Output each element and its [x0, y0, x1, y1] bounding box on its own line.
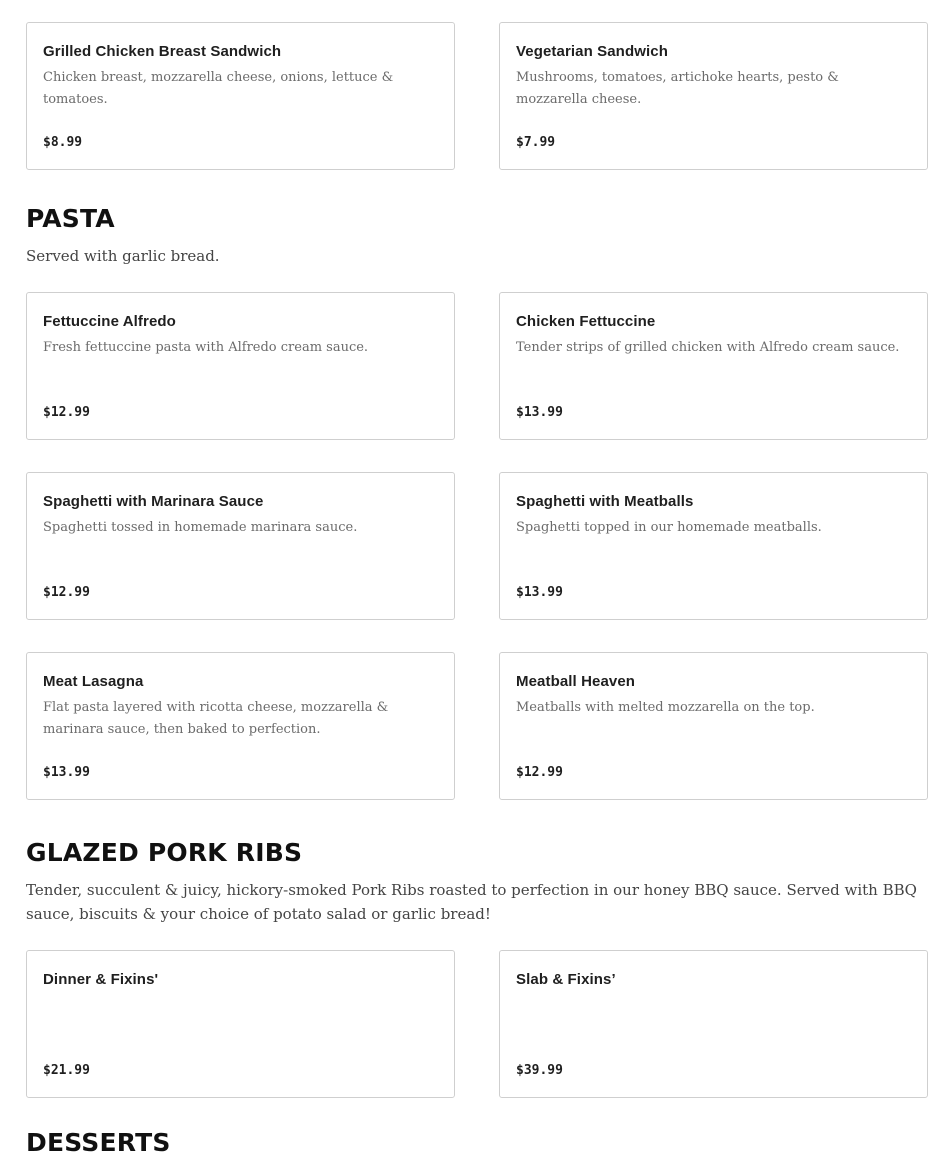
menu-item-description: Fresh fettuccine pasta with Alfredo cream sauce.	[43, 340, 369, 355]
menu-item-price: $12.99	[516, 765, 563, 780]
menu-item-card[interactable]	[499, 22, 928, 170]
menu-item-description: Spaghetti tossed in homemade marinara sauce.	[43, 520, 358, 535]
menu-item-description: Mushrooms, tomatoes, artichoke hearts, pesto & mozzarella cheese.	[516, 70, 839, 107]
menu-item-name: Meat Lasagna	[43, 673, 144, 690]
menu-item-price: $13.99	[43, 765, 90, 780]
menu-item-name: Vegetarian Sandwich	[516, 43, 668, 60]
menu-item-description: Flat pasta layered with ricotta cheese, mozzarella & marinara sauce, then baked to perfection.	[43, 700, 389, 737]
menu-item-name: Slab & Fixins’	[516, 971, 616, 988]
menu-item-card[interactable]	[499, 652, 928, 800]
menu-item-name: Fettuccine Alfredo	[43, 313, 176, 330]
pasta-items-grid	[26, 292, 928, 800]
menu-item-name: Spaghetti with Marinara Sauce	[43, 493, 264, 510]
menu-item-name: Meatball Heaven	[516, 673, 636, 690]
menu-item-card[interactable]	[499, 472, 928, 620]
ribs-items-grid	[26, 950, 928, 1098]
menu-item-description: Chicken breast, mozzarella cheese, onions, lettuce & tomatoes.	[43, 70, 394, 107]
menu-item-price: $12.99	[43, 585, 90, 600]
section-title-desserts: DESSERTS	[26, 1128, 171, 1157]
menu-item-card[interactable]	[499, 292, 928, 440]
section-title-pasta: PASTA	[26, 204, 115, 233]
menu-item-card[interactable]	[26, 472, 455, 620]
section-description-ribs: Tender, succulent & juicy, hickory-smoked Pork Ribs roasted to perfection in our honey BBQ sauce. Served with BBQ sauce, biscuits & your choice of potato salad or garlic bread!	[26, 881, 917, 923]
sandwich-items-grid	[26, 22, 928, 170]
menu-item-card[interactable]	[26, 652, 455, 800]
menu-item-card[interactable]	[26, 292, 455, 440]
menu-item-description: Spaghetti topped in our homemade meatballs.	[516, 520, 822, 535]
menu-item-price: $7.99	[516, 135, 556, 150]
menu-item-price: $13.99	[516, 405, 563, 420]
menu-item-card[interactable]	[499, 950, 928, 1098]
menu-item-description: Meatballs with melted mozzarella on the top.	[516, 700, 815, 715]
menu-item-description: Tender strips of grilled chicken with Alfredo cream sauce.	[516, 340, 900, 355]
menu-item-price: $21.99	[43, 1063, 90, 1078]
menu-item-price: $8.99	[43, 135, 83, 150]
menu-item-name: Spaghetti with Meatballs	[516, 493, 694, 510]
menu-item-name: Chicken Fettuccine	[516, 313, 656, 330]
section-title-ribs: GLAZED PORK RIBS	[26, 838, 303, 867]
menu-item-price: $13.99	[516, 585, 563, 600]
section-description-pasta: Served with garlic bread.	[26, 247, 220, 265]
menu-item-price: $39.99	[516, 1063, 563, 1078]
menu-item-name: Dinner & Fixins'	[43, 971, 159, 988]
menu-item-name: Grilled Chicken Breast Sandwich	[43, 43, 282, 60]
menu-item-price: $12.99	[43, 405, 90, 420]
menu-item-card[interactable]	[26, 950, 455, 1098]
menu-item-card[interactable]	[26, 22, 455, 170]
